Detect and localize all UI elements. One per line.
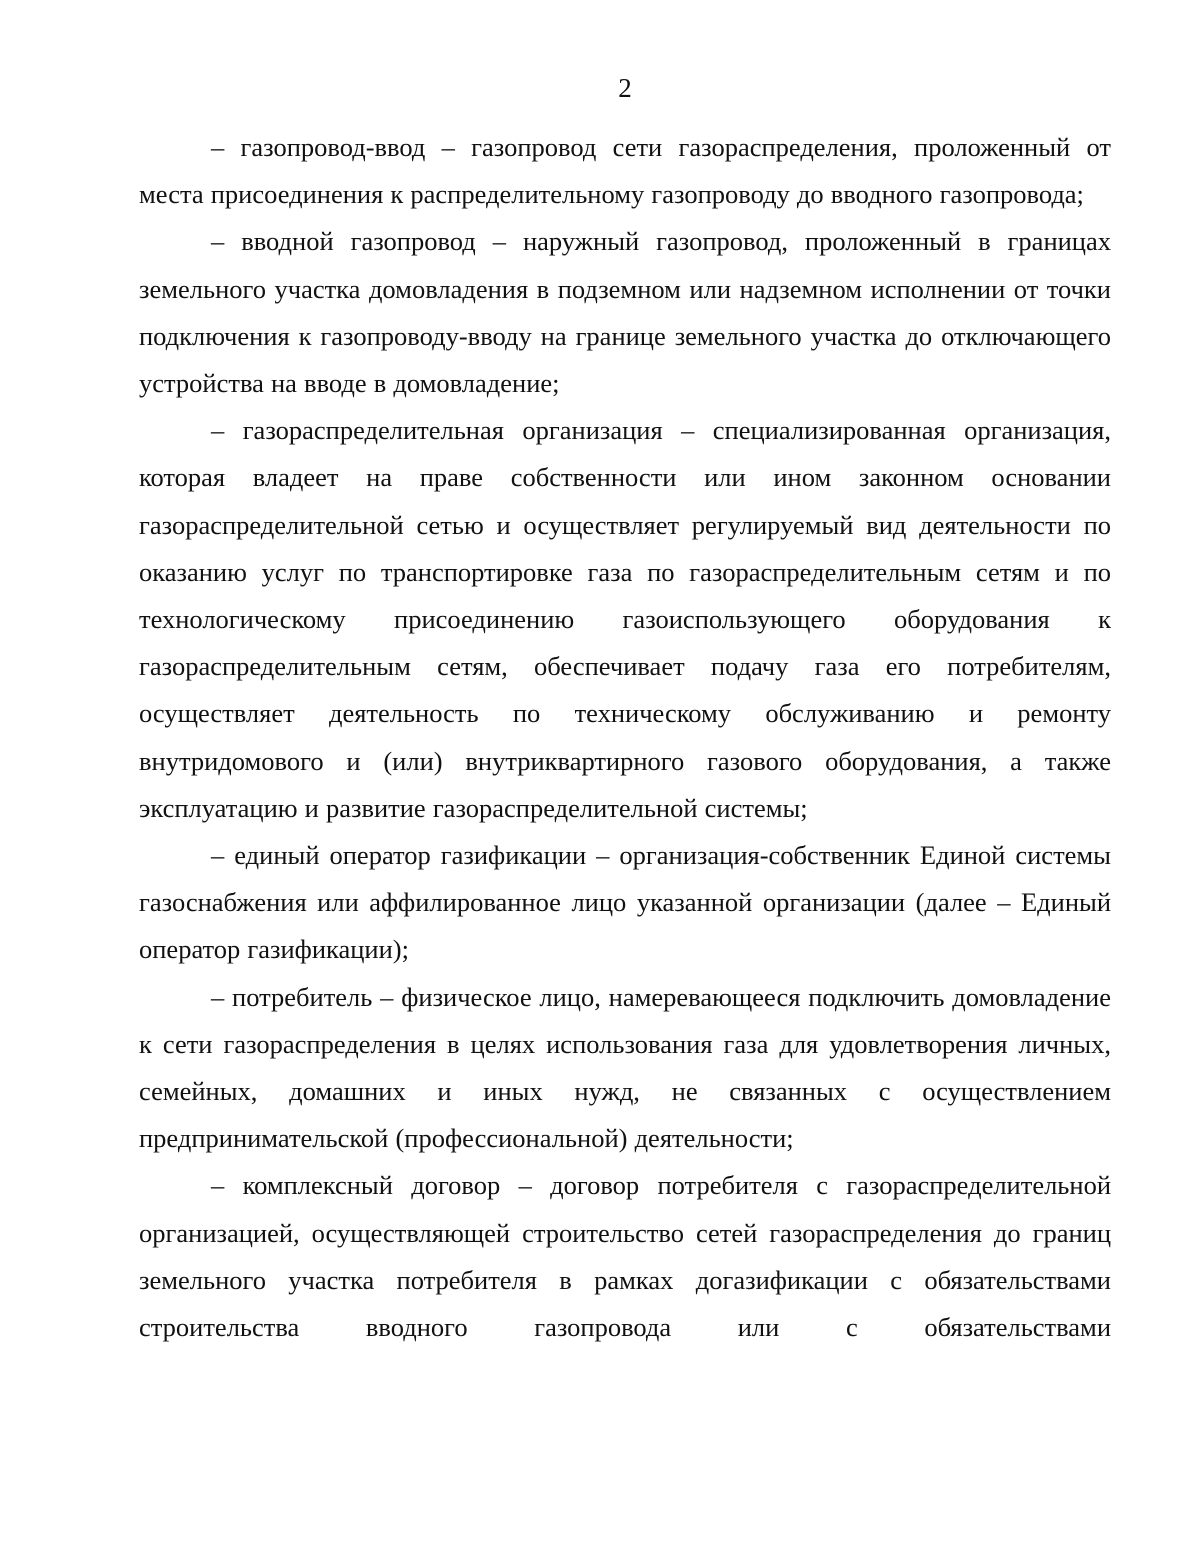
paragraph-consumer: – потребитель – физическое лицо, намеревающееся подключить домовладение к сети газораспределения в целях использования газа для удовлетворения личных, семейных, домашних и иных нужд, не связанных с осуществлением предпринимательской (профессиональной) деятельности; xyxy=(139,981,1111,1154)
page-number: 2 xyxy=(618,73,632,103)
paragraph-gas-distribution-organization: – газораспределительная организация – специализированная организация, которая владеет на праве собственности или ином законном основании газораспределительной сетью и осуществляет регулируемый вид деятельности по оказанию услуг по транспортировке газа по газораспределительным сетям и по технологическому присоединению газоиспользующего оборудования к газораспределительным сетям, обеспечивает подачу газа его потребителям, осуществляет деятельность по техническому обслуживанию и ремонту внутридомового и (или) внутриквартирного газового оборудования, а также эксплуатацию и развитие газораспределительной системы; xyxy=(139,415,1111,823)
paragraph-gas-pipeline-inlet: – газопровод-ввод – газопровод сети газораспределения, проложенный от места присоединения к распределительному газопроводу до вводного газопровода; xyxy=(139,132,1111,210)
paragraph-input-gas-pipeline: – вводной газопровод – наружный газопровод, проложенный в границах земельного участка домовладения в подземном или надземном исполнении от точки подключения к газопроводу-вводу на границе земельного участка до отключающего устройства на вводе в домовладение; xyxy=(139,226,1111,399)
document-body xyxy=(139,124,1111,1351)
paragraph-complex-contract: – комплексный договор – договор потребителя с газораспределительной организацией, осуществляющей строительство сетей газораспределения до границ земельного участка потребителя в рамках догазификации с обязательствами строительства вводного газопровода или с обязательствами xyxy=(139,1170,1111,1343)
paragraph-single-gasification-operator: – единый оператор газификации – организация-собственник Единой системы газоснабжения или аффилированное лицо указанной организации (далее – Единый оператор газификации); xyxy=(139,840,1111,965)
